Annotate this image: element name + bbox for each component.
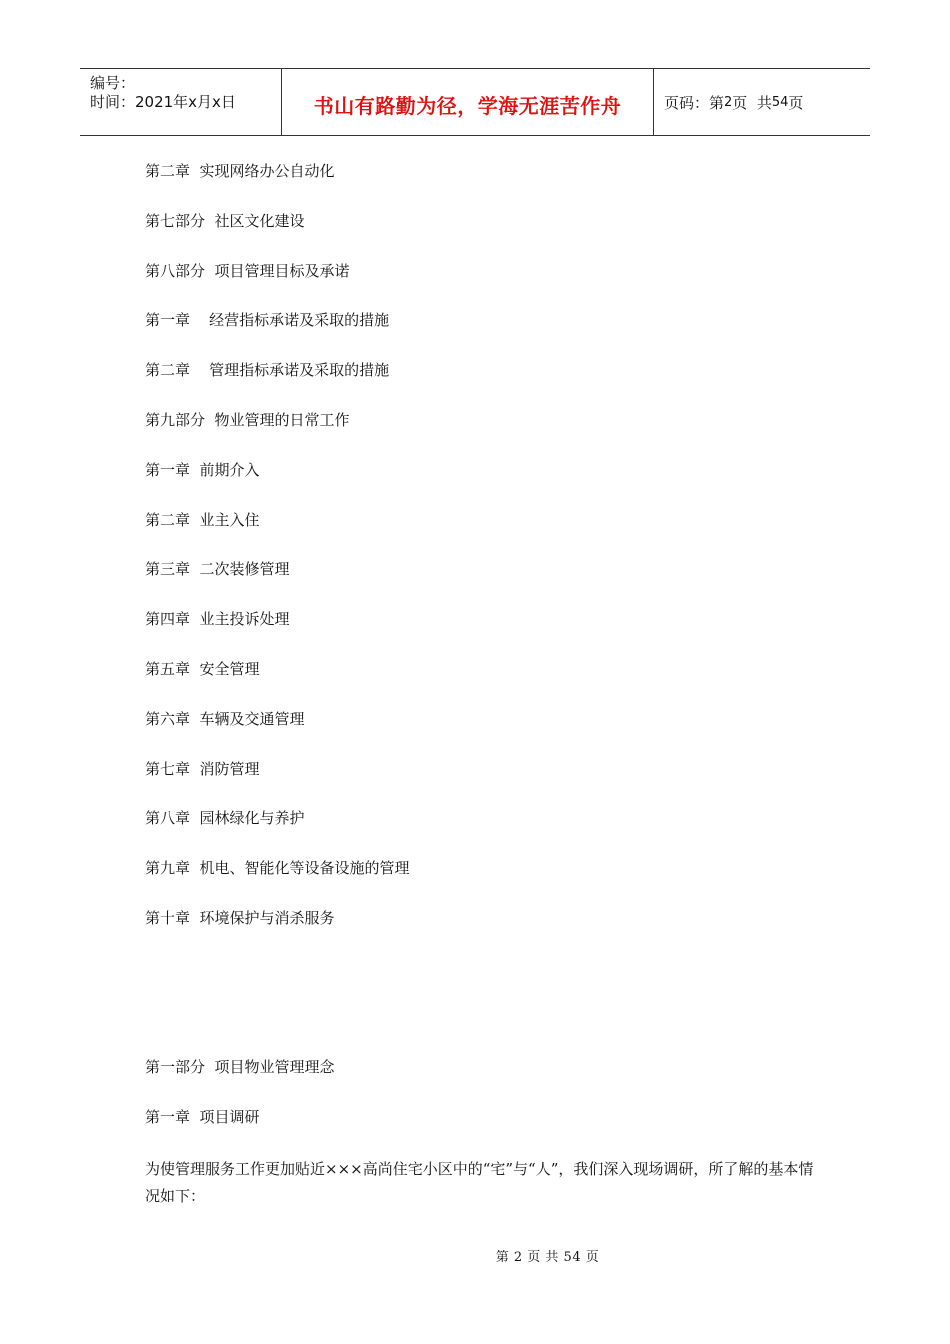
date-text: 时间：2021年x月x日	[90, 93, 236, 111]
body-paragraph: 为使管理服务工作更加贴近×××高尚住宅小区中的“宅”与“人”，我们深入现场调研，所了解的基本情况如下：	[145, 1159, 814, 1205]
toc-entry: 第五章 安全管理	[145, 659, 260, 678]
header-meta-cell	[80, 69, 282, 135]
toc-entry: 第二章 管理指标承诺及采取的措施	[145, 361, 390, 380]
page-footer: 第 2 页 共 54 页	[495, 1250, 600, 1265]
page-prefix: 页码：第	[664, 93, 725, 112]
toc-entry: 第九部分 物业管理的日常工作	[145, 410, 350, 429]
toc-entry: 第三章 二次装修管理	[145, 560, 290, 579]
page-suffix: 页	[788, 93, 804, 112]
motto-text: 书山有路勤为径，学海无涯苦作舟	[313, 93, 622, 118]
toc-entry: 第九章 机电、智能化等设备设施的管理	[145, 859, 410, 878]
toc-entry: 第四章 业主投诉处理	[145, 610, 290, 629]
page-middle: 页 共	[732, 93, 772, 112]
toc-entry: 第六章 车辆及交通管理	[145, 709, 305, 728]
toc-entry: 第八章 园林绿化与养护	[145, 809, 305, 828]
toc-entry: 第二章 实现网络办公自动化	[145, 162, 335, 180]
toc-entry: 第七章 消防管理	[145, 759, 260, 778]
toc-entry: 第八部分 项目管理目标及承诺	[145, 261, 350, 280]
toc-entry: 第一章 经营指标承诺及采取的措施	[145, 311, 390, 330]
toc-entry: 第一章 前期介入	[145, 460, 260, 479]
header-motto-cell	[282, 69, 654, 135]
table-of-contents	[145, 160, 410, 957]
page-current: 2	[724, 94, 733, 110]
code-label: 编号：	[90, 74, 136, 92]
chapter-heading: 第一章 项目调研	[145, 1107, 260, 1126]
document-header	[80, 68, 870, 136]
part-heading: 第一部分 项目物业管理理念	[145, 1058, 335, 1076]
toc-entry: 第七部分 社区文化建设	[145, 211, 305, 230]
header-page-cell	[654, 69, 870, 135]
page-total: 54	[771, 94, 789, 110]
toc-entry: 第十章 环境保护与消杀服务	[145, 908, 335, 927]
toc-entry: 第二章 业主入住	[145, 510, 260, 529]
body-content	[145, 1056, 825, 1225]
